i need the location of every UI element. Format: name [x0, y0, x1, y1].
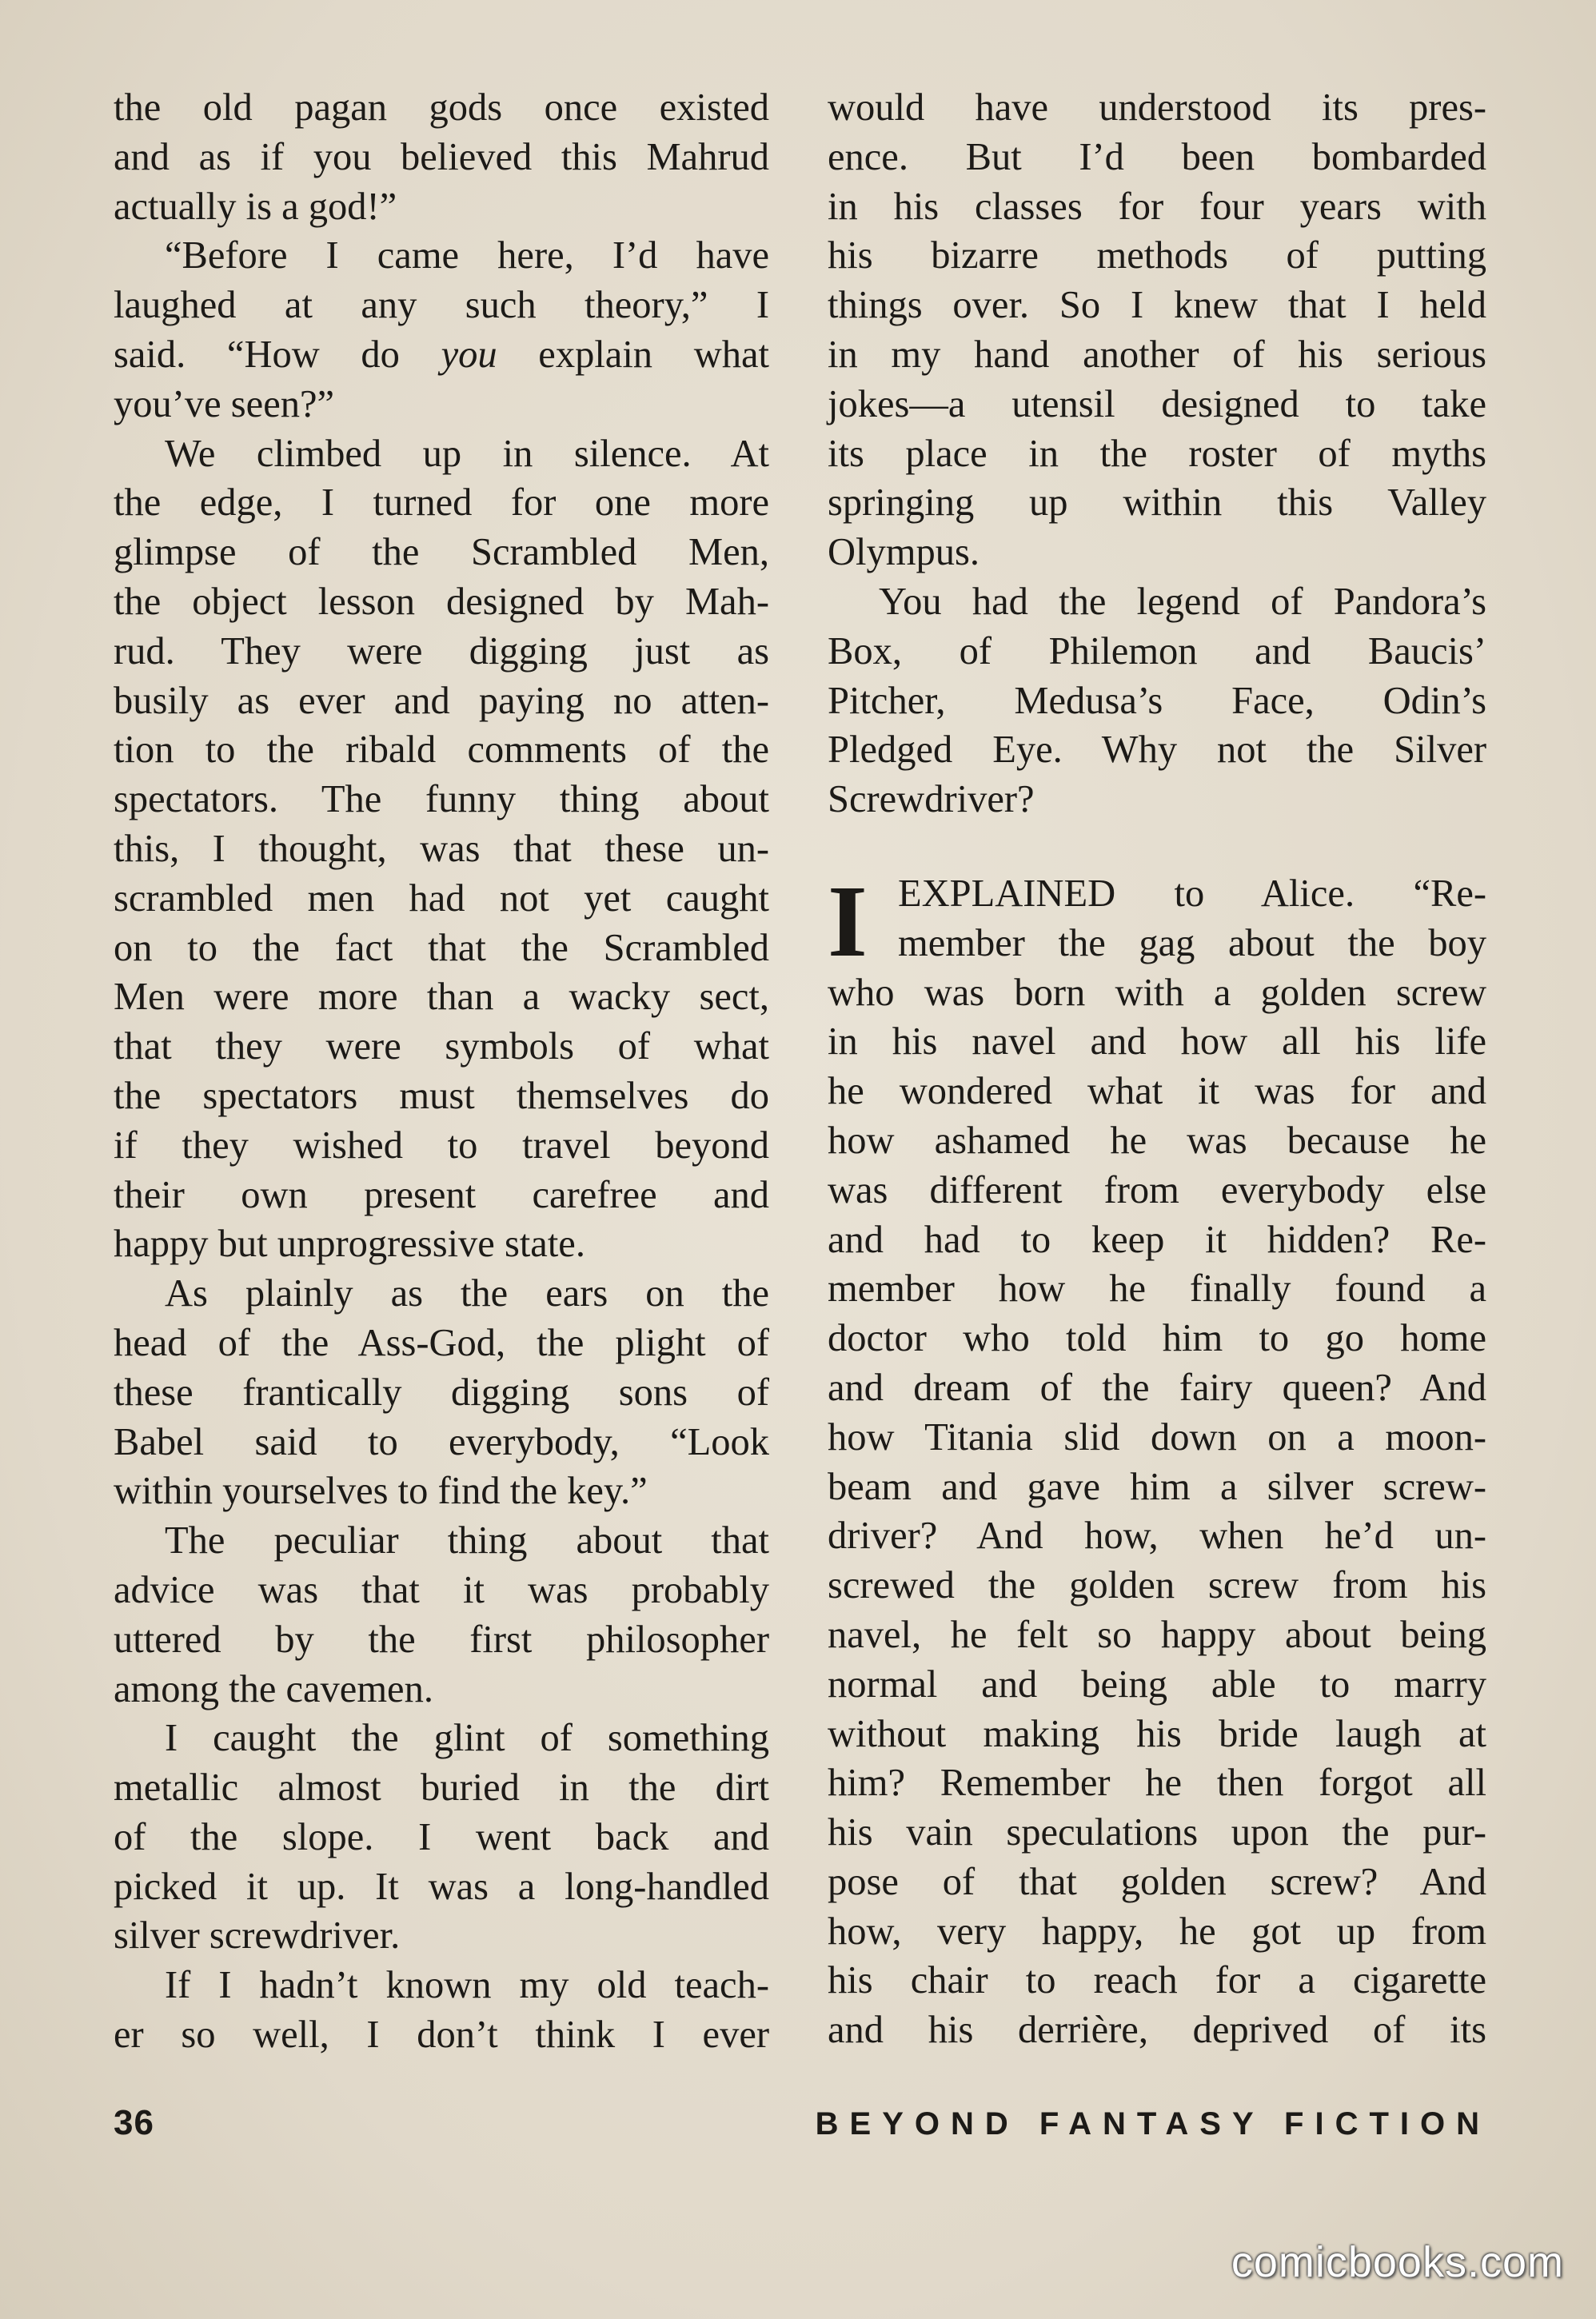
text-line: he wondered what it was for and	[828, 1070, 1486, 1113]
text-line: of the slope. I went back and	[114, 1815, 769, 1858]
text-line: If I hadn’t known my old teach-	[165, 1964, 769, 2007]
text-line: among the cavemen.	[114, 1667, 433, 1710]
text-line: and had to keep it hidden? Re-	[828, 1218, 1486, 1261]
text-line: We climbed up in silence. At	[165, 432, 769, 475]
text-line: uttered by the first philosopher	[114, 1618, 769, 1661]
text-line: Screwdriver?	[828, 778, 1035, 821]
right-column	[828, 83, 1486, 2055]
text-line: this, I thought, was that these un-	[114, 827, 769, 870]
text-line: picked it up. It was a long-handled	[114, 1865, 769, 1908]
text-line: and his derrière, deprived of its	[828, 2009, 1486, 2052]
text-line: things over. So I knew that I held	[828, 284, 1486, 327]
text-line: actually is a god!”	[114, 185, 397, 228]
text-line: metallic almost buried in the dirt	[114, 1766, 769, 1810]
text-line: jokes—a utensil designed to take	[828, 382, 1486, 425]
drop-cap: I	[828, 864, 868, 978]
section-break	[828, 824, 1486, 869]
text-line: would have understood its pres-	[828, 86, 1486, 129]
dropcap-paragraph-start	[828, 864, 1486, 978]
page-footer	[114, 2103, 1490, 2159]
text-line: if they wished to travel beyond	[114, 1124, 769, 1167]
text-line: the spectators must themselves do	[114, 1074, 769, 1117]
text-line: Men were more than a wacky sect,	[114, 976, 769, 1019]
text-line: on to the fact that the Scrambled	[114, 926, 769, 969]
text-line: Olympus.	[828, 531, 980, 574]
text-line: driver? And how, when he’d un-	[828, 1515, 1486, 1558]
text-line: Pitcher, Medusa’s Face, Odin’s	[828, 679, 1486, 722]
text-line: silver screwdriver.	[114, 1914, 401, 1958]
text-line: I caught the glint of something	[165, 1717, 769, 1760]
text-line: “Before I came here, I’d have	[165, 234, 769, 277]
text-line: er so well, I don’t think I ever	[114, 2014, 769, 2057]
text-line: laughed at any such theory,” I	[114, 284, 769, 327]
text-line: their own present carefree and	[114, 1173, 769, 1216]
page-number: 36	[114, 2103, 154, 2142]
magazine-title: BEYOND FANTASY FICTION	[815, 2106, 1490, 2141]
text-line: head of the Ass-God, the plight of	[114, 1321, 769, 1364]
text-line: said. “How do you explain what	[114, 333, 769, 376]
text-line: that they were symbols of what	[114, 1025, 769, 1068]
text-line: and dream of the fairy queen? And	[828, 1366, 1486, 1409]
text-line: normal and being able to marry	[828, 1662, 1486, 1706]
text-line: doctor who told him to go home	[828, 1317, 1486, 1360]
text-line: glimpse of the Scrambled Men,	[114, 531, 769, 574]
text-line: rud. They were digging just as	[114, 629, 769, 673]
text-line: how ashamed he was because he	[828, 1119, 1486, 1162]
text-line: pose of that golden screw? And	[828, 1860, 1486, 1903]
text-line: Pledged Eye. Why not the Silver	[828, 728, 1486, 772]
text-line: who was born with a golden screw	[828, 971, 1486, 1014]
text-line: The peculiar thing about that	[165, 1519, 769, 1563]
text-line: Box, of Philemon and Baucis’	[828, 629, 1486, 673]
text-line: his bizarre methods of putting	[828, 234, 1486, 277]
watermark-logo: comicbooks.com	[1231, 2238, 1564, 2286]
text-line: the edge, I turned for one more	[114, 481, 769, 525]
text-line: springing up within this Valley	[828, 481, 1486, 525]
text-line: his vain speculations upon the pur-	[828, 1811, 1486, 1854]
text-line: member how he finally found a	[828, 1267, 1486, 1311]
text-line: the old pagan gods once existed	[114, 86, 769, 129]
text-line: within yourselves to find the key.”	[114, 1470, 648, 1513]
text-line: You had the legend of Pandora’s	[879, 580, 1486, 623]
text-line: in his classes for four years with	[828, 185, 1486, 228]
text-line: Babel said to everybody, “Look	[114, 1420, 769, 1463]
text-line: without making his bride laugh at	[828, 1712, 1486, 1755]
text-line: was different from everybody else	[828, 1168, 1486, 1211]
text-line: busily as ever and paying no atten-	[114, 679, 769, 722]
text-line: and as if you believed this Mahrud	[114, 135, 769, 178]
text-line: screwed the golden screw from his	[828, 1564, 1486, 1607]
text-line: him? Remember he then forgot all	[828, 1762, 1486, 1805]
text-line: his chair to reach for a cigarette	[828, 1959, 1486, 2002]
text-line: scrambled men had not yet caught	[114, 876, 769, 920]
text-line: As plainly as the ears on the	[165, 1272, 769, 1315]
text-line: EXPLAINED to Alice. “Re-	[898, 872, 1486, 915]
text-line: beam and gave him a silver screw-	[828, 1465, 1486, 1508]
text-line: its place in the roster of myths	[828, 432, 1486, 475]
text-line: you’ve seen?”	[114, 382, 335, 425]
text-line: navel, he felt so happy about being	[828, 1613, 1486, 1656]
text-line: these frantically digging sons of	[114, 1371, 769, 1414]
text-line: member the gag about the boy	[898, 921, 1486, 964]
text-line: tion to the ribald comments of the	[114, 728, 769, 772]
text-line: in his navel and how all his life	[828, 1020, 1486, 1064]
text-line: ence. But I’d been bombarded	[828, 135, 1486, 178]
text-line: how Titania slid down on a moon-	[828, 1415, 1486, 1459]
text-line: spectators. The funny thing about	[114, 778, 769, 821]
left-column	[114, 83, 769, 2060]
text-line: the object lesson designed by Mah-	[114, 580, 769, 623]
text-line: how, very happy, he got up from	[828, 1910, 1486, 1953]
text-line: advice was that it was probably	[114, 1568, 769, 1611]
text-line: happy but unprogressive state.	[114, 1223, 585, 1266]
text-line: in my hand another of his serious	[828, 333, 1486, 376]
